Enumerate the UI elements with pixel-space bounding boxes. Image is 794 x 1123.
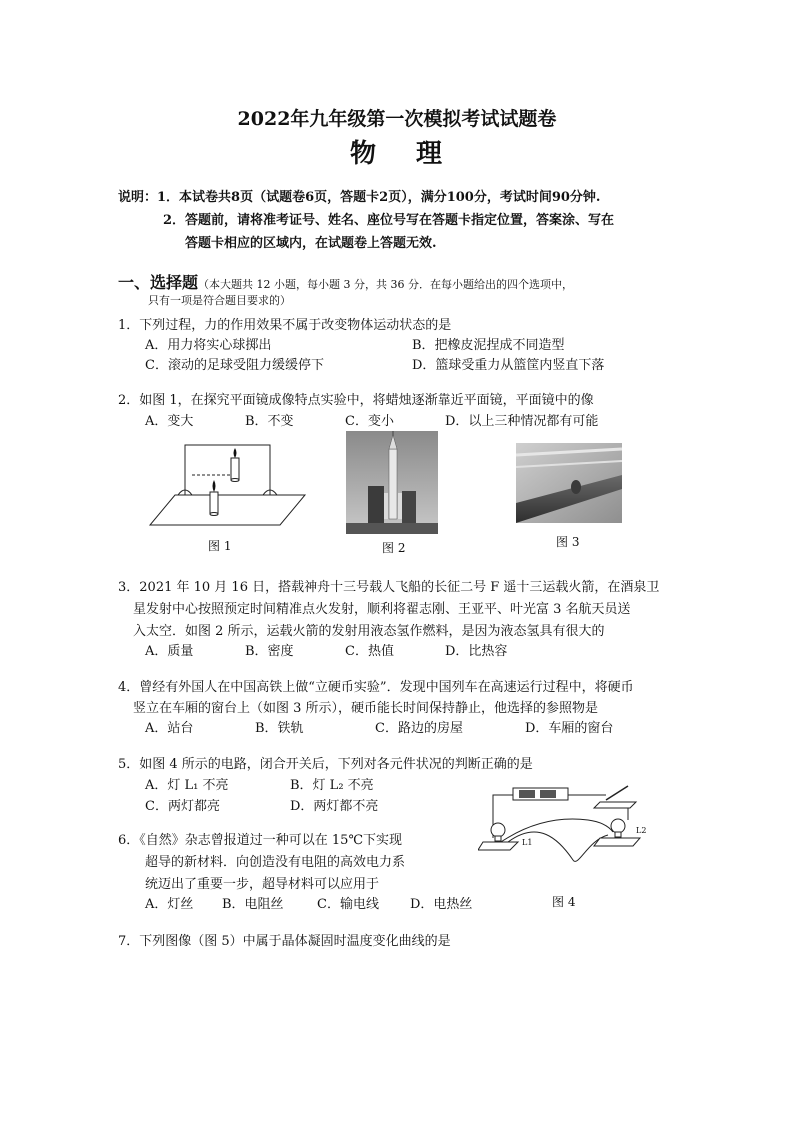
notes-text-1: 1．本试卷共8页（试题卷6页，答题卡2页），满分100分，考试时间90分钟. [157, 190, 601, 205]
subject-title [0, 133, 794, 170]
subject-char-1: 物 [349, 139, 378, 169]
q1-option-d: D．篮球受重力从篮筐内竖直下落 [412, 358, 605, 373]
q2-option-b: B．不变 [245, 414, 294, 429]
q3-option-a: A．质量 [145, 644, 194, 659]
figure-2-rocket-photo [346, 431, 438, 534]
q4-option-d: D．车厢的窗台 [525, 721, 614, 736]
q4-line-1: 4．曾经有外国人在中国高铁上做“立硬币实验”．发现中国列车在高速运行过程中，将硬币 [118, 680, 634, 695]
q3-line-2: 星发射中心按照预定时间精准点火发射，顺利将翟志刚、王亚平、叶光富 3 名航天员送 [133, 602, 631, 617]
q6-option-d: D．电热丝 [410, 897, 473, 912]
section-note-2: 只有一项是符合题目要求的） [148, 294, 291, 307]
q1-stem: 1．下列过程，力的作用效果不属于改变物体运动状态的是 [118, 318, 452, 333]
q1-option-b: B．把橡皮泥捏成不同造型 [412, 338, 565, 353]
q4-option-b: B．铁轨 [255, 721, 304, 736]
section-heading: 一、选择题 [118, 273, 199, 292]
figure-1-mirror-setup [140, 440, 310, 530]
q6-option-a: A．灯丝 [145, 897, 194, 912]
q2-stem: 2．如图 1，在探究平面镜成像特点实验中，将蜡烛逐渐靠近平面镜，平面镜中的像 [118, 393, 594, 408]
figure-4-circuit [478, 780, 650, 876]
notes-line-1 [118, 186, 600, 205]
q6-line-2: 超导的新材料．向创造没有电阻的高效电力系 [145, 855, 406, 870]
q2-option-d: D．以上三种情况都有可能 [445, 414, 599, 429]
exam-title: 2022年九年级第一次模拟考试试题卷 [237, 108, 557, 130]
notes-line-2: 2．答题前，请将准考证号、姓名、座位号写在答题卡指定位置，答案涂、写在 [163, 213, 615, 228]
q3-option-d: D．比热容 [445, 644, 508, 659]
q1-option-a: A．用力将实心球掷出 [145, 338, 272, 353]
subject-char-2: 理 [416, 139, 445, 169]
q3-option-b: B．密度 [245, 644, 294, 659]
section-heading-row [118, 270, 573, 293]
l1-label: L1 [522, 838, 533, 847]
q4-option-a: A．站台 [145, 721, 194, 736]
q5-option-d: D．两灯都不亮 [290, 799, 379, 814]
figure-1-caption: 图 1 [208, 539, 232, 553]
q5-option-b: B．灯 L₂ 不亮 [290, 778, 374, 793]
q6-option-b: B．电阻丝 [222, 897, 284, 912]
q3-line-1: 3．2021 年 10 月 16 日，搭载神舟十三号载人飞船的长征二号 F 遥十三运载火箭，在酒泉卫 [118, 580, 660, 595]
q3-option-c: C．热值 [345, 644, 394, 659]
notes-label: 说明： [118, 190, 158, 205]
q2-option-a: A．变大 [145, 414, 194, 429]
q6-line-1: 6．《自然》杂志曾报道过一种可以在 15℃下实现 [118, 833, 402, 848]
q6-line-3: 统迈出了重要一步，超导材料可以应用于 [145, 877, 380, 892]
q3-line-3: 入太空．如图 2 所示，运载火箭的发射用液态氢作燃料，是因为液态氢具有很大的 [133, 624, 605, 639]
q5-stem: 5．如图 4 所示的电路，闭合开关后，下列对各元件状况的判断正确的是 [118, 757, 533, 772]
figure-4-caption: 图 4 [552, 895, 576, 909]
q2-option-c: C．变小 [345, 414, 394, 429]
l2-label: L2 [636, 826, 647, 835]
section-note-1: （本大题共 12 小题，每小题 3 分，共 36 分．在每小题给出的四个选项中， [198, 278, 573, 291]
q5-option-c: C．两灯都亮 [145, 799, 220, 814]
q6-option-c: C．输电线 [317, 897, 379, 912]
figure-3-coin-photo [516, 443, 622, 523]
q1-option-c: C．滚动的足球受阻力缓缓停下 [145, 358, 324, 373]
q4-option-c: C．路边的房屋 [375, 721, 463, 736]
notes-line-3: 答题卡相应的区域内，在试题卷上答题无效. [185, 236, 437, 251]
figure-2-caption: 图 2 [382, 541, 406, 555]
figure-3-caption: 图 3 [556, 535, 580, 549]
q4-line-2: 竖立在车厢的窗台上（如图 3 所示），硬币能长时间保持静止，他选择的参照物是 [133, 701, 599, 716]
q5-option-a: A．灯 L₁ 不亮 [145, 778, 229, 793]
q7-stem: 7．下列图像（图 5）中属于晶体凝固时温度变化曲线的是 [118, 934, 451, 949]
